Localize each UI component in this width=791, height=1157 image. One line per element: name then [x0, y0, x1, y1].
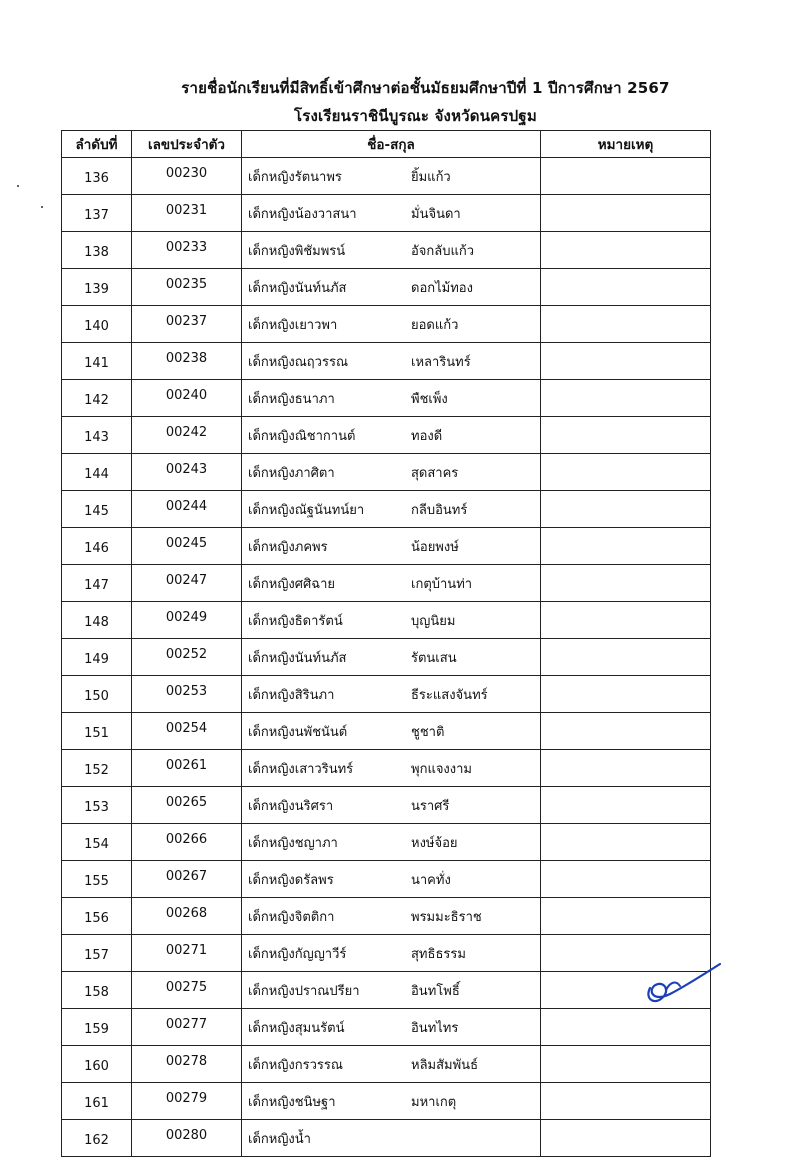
last-name: อัจกลับแก้ว	[411, 243, 475, 259]
cell-full-name	[242, 898, 541, 935]
column-header-order: ลำดับที่	[62, 131, 132, 158]
table-row	[62, 158, 711, 195]
cell-full-name	[242, 1046, 541, 1083]
table-row	[62, 1046, 711, 1083]
first-name: เด็กหญิงกรวรรณ	[248, 1057, 343, 1073]
first-name: เด็กหญิงกัญญาวีร์	[248, 946, 347, 962]
cell-student-id: 00247	[132, 565, 242, 602]
cell-remark	[541, 306, 711, 343]
last-name: ทองดี	[411, 428, 443, 444]
cell-full-name	[242, 639, 541, 676]
cell-order: 150	[62, 676, 132, 713]
column-header-remark: หมายเหตุ	[541, 131, 711, 158]
cell-order: 161	[62, 1083, 132, 1120]
cell-remark	[541, 417, 711, 454]
document-title: รายชื่อนักเรียนที่มีสิทธิ์เข้าศึกษาต่อชั้นมัธยมศึกษาปีที่ 1 ปีการศึกษา 2567	[181, 79, 670, 97]
cell-remark	[541, 602, 711, 639]
first-name: เด็กหญิงณัฐนันทน์ยา	[248, 502, 365, 518]
table-row	[62, 676, 711, 713]
table-row	[62, 195, 711, 232]
first-name: เด็กหญิงรัตนาพร	[248, 169, 342, 185]
cell-student-id: 00279	[132, 1083, 242, 1120]
cell-full-name	[242, 491, 541, 528]
cell-full-name	[242, 972, 541, 1009]
first-name: เด็กหญิงสุมนรัตน์	[248, 1020, 345, 1036]
last-name: มหาเกตุ	[411, 1094, 457, 1110]
last-name: น้อยพงษ์	[411, 539, 459, 555]
cell-full-name	[242, 306, 541, 343]
table-row	[62, 787, 711, 824]
cell-student-id: 00277	[132, 1009, 242, 1046]
cell-remark	[541, 380, 711, 417]
cell-student-id: 00261	[132, 750, 242, 787]
cell-full-name	[242, 861, 541, 898]
cell-order: 158	[62, 972, 132, 1009]
cell-remark	[541, 1046, 711, 1083]
first-name: เด็กหญิงธนาภา	[248, 391, 335, 407]
cell-student-id: 00265	[132, 787, 242, 824]
cell-full-name	[242, 1009, 541, 1046]
cell-student-id: 00230	[132, 158, 242, 195]
last-name: บุญนิยม	[411, 613, 456, 629]
table-row	[62, 1009, 711, 1046]
cell-student-id: 00267	[132, 861, 242, 898]
cell-order: 151	[62, 713, 132, 750]
cell-full-name	[242, 713, 541, 750]
cell-order: 159	[62, 1009, 132, 1046]
cell-remark	[541, 787, 711, 824]
last-name: รัตนเสน	[411, 650, 457, 666]
first-name: เด็กหญิงนริศรา	[248, 798, 334, 814]
table-row	[62, 713, 711, 750]
cell-order: 157	[62, 935, 132, 972]
cell-full-name	[242, 935, 541, 972]
cell-student-id: 00231	[132, 195, 242, 232]
table-header-row	[62, 131, 711, 158]
cell-full-name	[242, 602, 541, 639]
cell-student-id: 00268	[132, 898, 242, 935]
cell-student-id: 00252	[132, 639, 242, 676]
last-name: หลิมสัมพันธ์	[411, 1057, 478, 1073]
table-row	[62, 935, 711, 972]
scan-speck	[17, 185, 19, 187]
cell-student-id: 00243	[132, 454, 242, 491]
cell-order: 152	[62, 750, 132, 787]
cell-remark	[541, 824, 711, 861]
cell-student-id: 00253	[132, 676, 242, 713]
table-row	[62, 269, 711, 306]
cell-remark	[541, 1083, 711, 1120]
first-name: เด็กหญิงนันท์นภัส	[248, 280, 347, 296]
cell-remark	[541, 750, 711, 787]
cell-order: 136	[62, 158, 132, 195]
cell-full-name	[242, 454, 541, 491]
last-name: พืชเพ็ง	[411, 391, 448, 407]
last-name: พุกแจงงาม	[411, 761, 473, 777]
signature-mark	[640, 950, 740, 1010]
cell-full-name	[242, 343, 541, 380]
table-row	[62, 1083, 711, 1120]
table-row	[62, 306, 711, 343]
table-row	[62, 639, 711, 676]
cell-remark	[541, 528, 711, 565]
last-name: นาคทั่ง	[411, 872, 451, 888]
first-name: เด็กหญิงภคพร	[248, 539, 328, 555]
cell-order: 138	[62, 232, 132, 269]
first-name: เด็กหญิงเสาวรินทร์	[248, 761, 354, 777]
table-row	[62, 417, 711, 454]
cell-order: 141	[62, 343, 132, 380]
cell-remark	[541, 676, 711, 713]
cell-full-name	[242, 269, 541, 306]
column-header-full-name: ชื่อ-สกุล	[242, 131, 541, 158]
cell-full-name	[242, 1083, 541, 1120]
cell-student-id: 00238	[132, 343, 242, 380]
cell-student-id: 00271	[132, 935, 242, 972]
last-name: อินทโพธิ์	[411, 983, 460, 999]
table-row	[62, 1120, 711, 1157]
first-name: เด็กหญิงภาศิตา	[248, 465, 335, 481]
first-name: เด็กหญิงศศิฉาย	[248, 576, 336, 592]
table-row	[62, 602, 711, 639]
cell-remark	[541, 639, 711, 676]
last-name: พรมมะธิราช	[411, 909, 482, 925]
first-name: เด็กหญิงธิดารัตน์	[248, 613, 343, 629]
cell-full-name	[242, 824, 541, 861]
first-name: เด็กหญิงนพัชนันต์	[248, 724, 348, 740]
cell-remark	[541, 861, 711, 898]
cell-remark	[541, 1009, 711, 1046]
cell-student-id: 00233	[132, 232, 242, 269]
table-row	[62, 491, 711, 528]
last-name: ธีระแสงจันทร์	[411, 687, 488, 703]
cell-full-name	[242, 417, 541, 454]
last-name: หงษ์จ้อย	[411, 835, 458, 851]
cell-remark	[541, 1120, 711, 1157]
cell-order: 143	[62, 417, 132, 454]
table-row	[62, 528, 711, 565]
cell-remark	[541, 195, 711, 232]
last-name: สุดสาคร	[411, 465, 459, 481]
table-row	[62, 380, 711, 417]
column-header-student-id: เลขประจำตัว	[132, 131, 242, 158]
cell-remark	[541, 565, 711, 602]
cell-order: 146	[62, 528, 132, 565]
last-name: ดอกไม้ทอง	[411, 280, 473, 296]
cell-order: 155	[62, 861, 132, 898]
cell-order: 147	[62, 565, 132, 602]
first-name: เด็กหญิงชนิษฐา	[248, 1094, 336, 1110]
table-row	[62, 565, 711, 602]
table-row	[62, 750, 711, 787]
last-name: นราศรี	[411, 798, 450, 814]
first-name: เด็กหญิงณิชากานต์	[248, 428, 356, 444]
last-name: เหลารินทร์	[411, 354, 471, 370]
student-table	[61, 130, 711, 1157]
cell-full-name	[242, 158, 541, 195]
last-name: ยอดแก้ว	[411, 317, 459, 333]
last-name: อินทไทร	[411, 1020, 459, 1036]
last-name: เกตุบ้านท่า	[411, 576, 473, 592]
table-row	[62, 232, 711, 269]
cell-student-id: 00275	[132, 972, 242, 1009]
cell-remark	[541, 158, 711, 195]
cell-student-id: 00237	[132, 306, 242, 343]
cell-order: 145	[62, 491, 132, 528]
first-name: เด็กหญิงจิตติกา	[248, 909, 335, 925]
cell-student-id: 00240	[132, 380, 242, 417]
cell-remark	[541, 898, 711, 935]
cell-full-name	[242, 565, 541, 602]
first-name: เด็กหญิงพิชัมพรน์	[248, 243, 346, 259]
cell-student-id: 00244	[132, 491, 242, 528]
cell-student-id: 00235	[132, 269, 242, 306]
cell-full-name	[242, 676, 541, 713]
first-name: เด็กหญิงน้ำ	[248, 1131, 311, 1147]
cell-student-id: 00266	[132, 824, 242, 861]
table-row	[62, 343, 711, 380]
cell-full-name	[242, 787, 541, 824]
cell-order: 154	[62, 824, 132, 861]
scan-speck	[41, 206, 43, 208]
cell-full-name	[242, 528, 541, 565]
table-row	[62, 972, 711, 1009]
cell-remark	[541, 454, 711, 491]
cell-student-id: 00249	[132, 602, 242, 639]
cell-order: 156	[62, 898, 132, 935]
table-row	[62, 454, 711, 491]
cell-order: 160	[62, 1046, 132, 1083]
cell-remark	[541, 269, 711, 306]
last-name: สุทธิธรรม	[411, 946, 466, 962]
cell-order: 149	[62, 639, 132, 676]
first-name: เด็กหญิงณฤวรรณ	[248, 354, 349, 370]
last-name: ชูชาติ	[411, 724, 445, 740]
first-name: เด็กหญิงปราณปรียา	[248, 983, 360, 999]
cell-student-id: 00254	[132, 713, 242, 750]
first-name: เด็กหญิงสิรินภา	[248, 687, 335, 703]
cell-remark	[541, 713, 711, 750]
last-name: ยิ้มแก้ว	[411, 169, 451, 185]
cell-full-name	[242, 195, 541, 232]
table-row	[62, 824, 711, 861]
cell-order: 148	[62, 602, 132, 639]
cell-order: 137	[62, 195, 132, 232]
first-name: เด็กหญิงเยาวพา	[248, 317, 338, 333]
last-name: มั่นจินดา	[411, 206, 461, 222]
cell-student-id: 00245	[132, 528, 242, 565]
cell-order: 153	[62, 787, 132, 824]
table-row	[62, 898, 711, 935]
cell-student-id: 00280	[132, 1120, 242, 1157]
first-name: เด็กหญิงน้องวาสนา	[248, 206, 357, 222]
first-name: เด็กหญิงชญาภา	[248, 835, 338, 851]
cell-remark	[541, 343, 711, 380]
cell-full-name	[242, 1120, 541, 1157]
cell-order: 142	[62, 380, 132, 417]
cell-student-id: 00278	[132, 1046, 242, 1083]
school-name: โรงเรียนราชินีบูรณะ จังหวัดนครปฐม	[294, 107, 537, 125]
cell-student-id: 00242	[132, 417, 242, 454]
cell-order: 139	[62, 269, 132, 306]
cell-full-name	[242, 232, 541, 269]
table-row	[62, 861, 711, 898]
cell-order: 140	[62, 306, 132, 343]
cell-full-name	[242, 380, 541, 417]
first-name: เด็กหญิงดรัลพร	[248, 872, 334, 888]
cell-order: 144	[62, 454, 132, 491]
cell-remark	[541, 491, 711, 528]
cell-remark	[541, 232, 711, 269]
first-name: เด็กหญิงนันท์นภัส	[248, 650, 347, 666]
cell-full-name	[242, 750, 541, 787]
last-name: กลีบอินทร์	[411, 502, 468, 518]
cell-order: 162	[62, 1120, 132, 1157]
